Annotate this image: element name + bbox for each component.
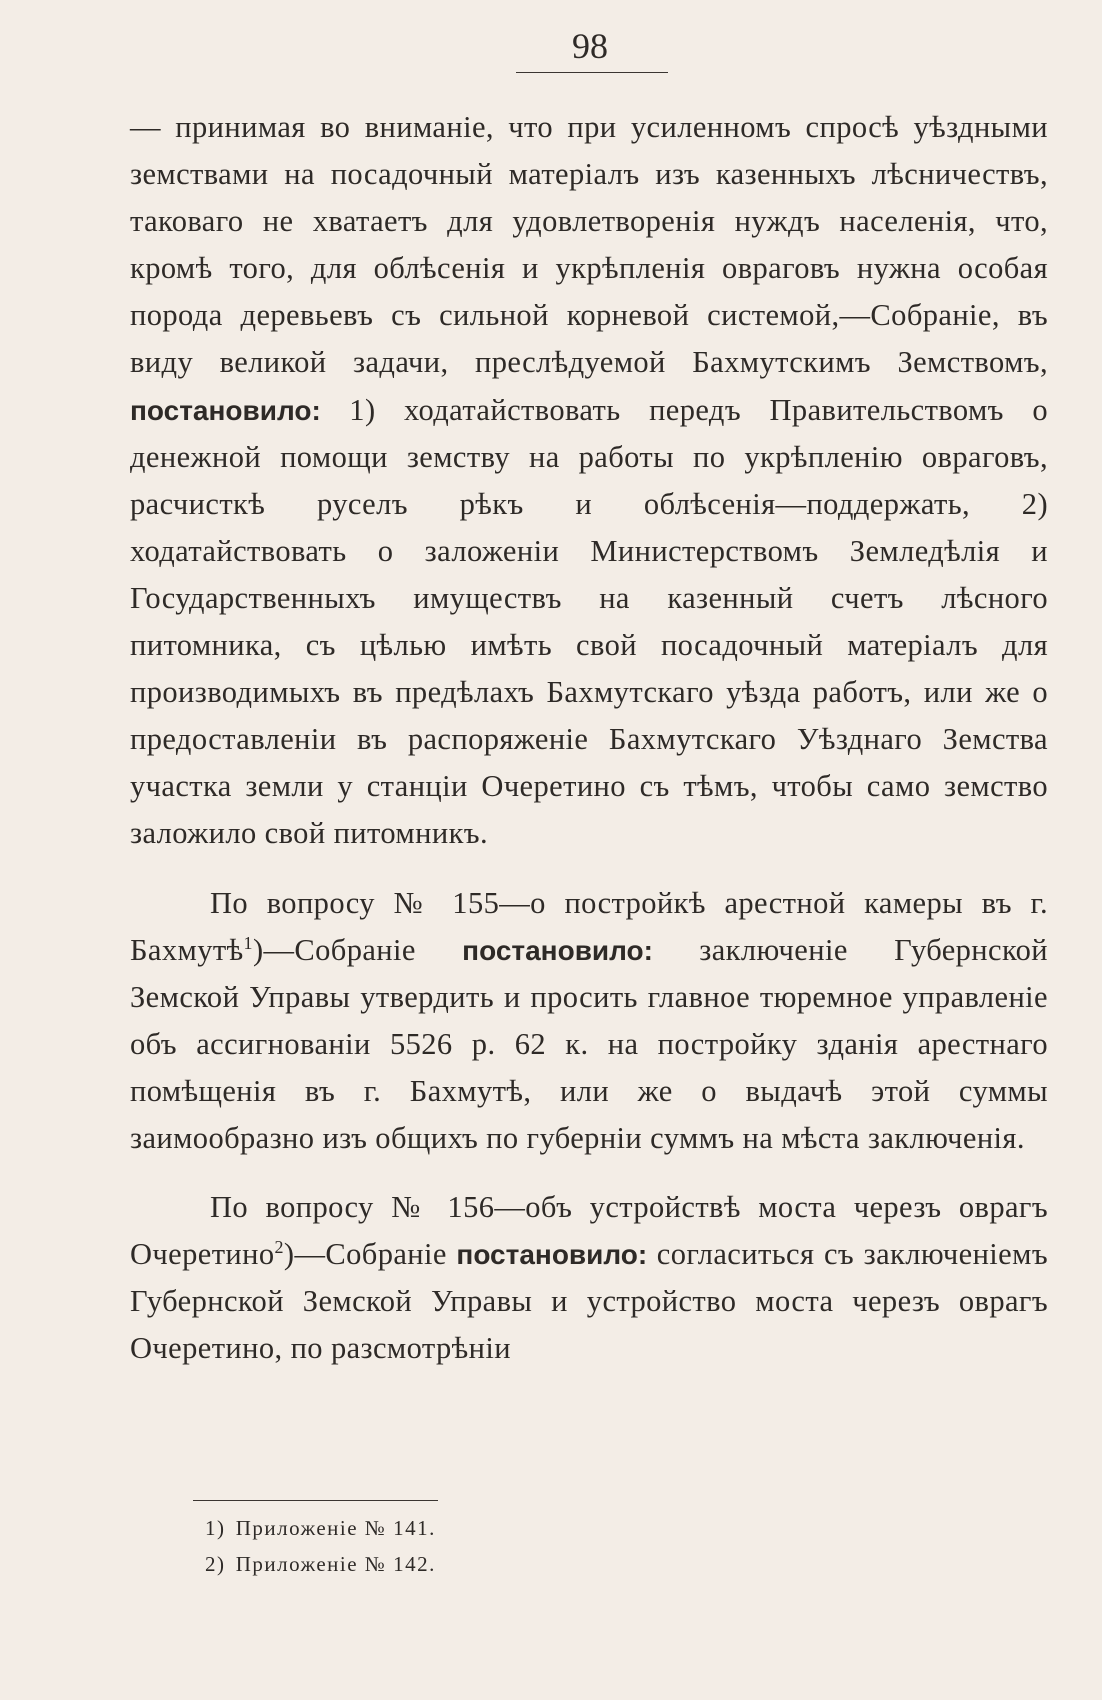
paragraph-1-text-cont: 1) ходатайствовать передъ Правительствомъ о денежной помощи земству на работы по укрѣпленію овраговъ, расчисткѣ руселъ рѣкъ и облѣсенія—поддержать, 2) ходатайствовать о заложеніи Министерствомъ Земледѣлія и Государственныхъ имуществъ на казенный счетъ лѣсного питомника, съ цѣлью имѣть свой посадочный матеріалъ для производимыхъ въ предѣлахъ Бахмутскаго уѣзда работъ, или же о предоставленіи въ распоряженіе Бахмутскаго Уѣзднаго Земства участка земли у станціи Очеретино съ тѣмъ, чтобы само земство заложило свой питомникъ. [130,392,1048,851]
footnote-text: Приложеніе № 142. [235,1552,436,1576]
footnote-ref-2: 2 [274,1237,284,1257]
paragraph-question-155 [130,880,1048,1163]
text-body [130,104,1048,1372]
footnote-ref-1: 1 [243,932,253,953]
bold-resolved: постановило: [130,394,321,426]
paragraph-3-text-cont: согласиться съ заключеніемъ Губернской Земской Управы и устройство моста черезъ оврагъ Очеретино, по разсмотрѣніи [130,1237,1048,1366]
page-number-rule [516,72,668,73]
paragraph-3-text: По вопросу № 156—объ устройствѣ моста черезъ оврагъ Очеретино [130,1190,1048,1272]
paragraph-resolution-nurseries [130,104,1048,858]
footnote-rule [193,1500,438,1501]
paragraph-2-text: По вопросу № 155—о постройкѣ арестной камеры въ г. Бахмутѣ [130,885,1048,967]
page-number: 98 [572,26,608,66]
footnote-mark: 2) [205,1552,226,1576]
paragraph-2-text-cont: заключеніе Губернской Земской Управы утвердить и просить главное тюремное управленіе объ ассигнованіи 5526 р. 62 к. на постройку зданія арестнаго помѣщенія въ г. Бахмутѣ, или же о выдачѣ этой суммы заимообразно изъ общихъ по губерніи суммъ на мѣста заключенія. [130,932,1048,1155]
bold-resolved: постановило: [456,1239,648,1271]
footnote-2 [205,1546,805,1582]
footnote-text: Приложеніе № 141. [235,1516,436,1540]
footnote-1 [205,1510,805,1546]
bold-resolved: постановило: [462,934,653,966]
footnotes [205,1510,805,1582]
paragraph-3-text-b: )—Собраніе [283,1237,447,1272]
paragraph-question-156 [130,1184,1048,1372]
paragraph-2-text-b: )—Собраніе [252,932,416,967]
footnote-mark: 1) [205,1516,226,1540]
paragraph-1-text: — принимая во вниманіе, что при усиленномъ спросѣ уѣздными земствами на посадочный матеріалъ изъ казенныхъ лѣсничествъ, таковаго не хватаетъ для удовлетворенія нуждъ населенія, что, кромѣ того, для облѣсенія и укрѣпленія овраговъ нужна особая порода деревьевъ съ сильной корневой системой,—Собраніе, въ виду великой задачи, преслѣдуемой Бахмутскимъ Земствомъ, [130,110,1048,380]
